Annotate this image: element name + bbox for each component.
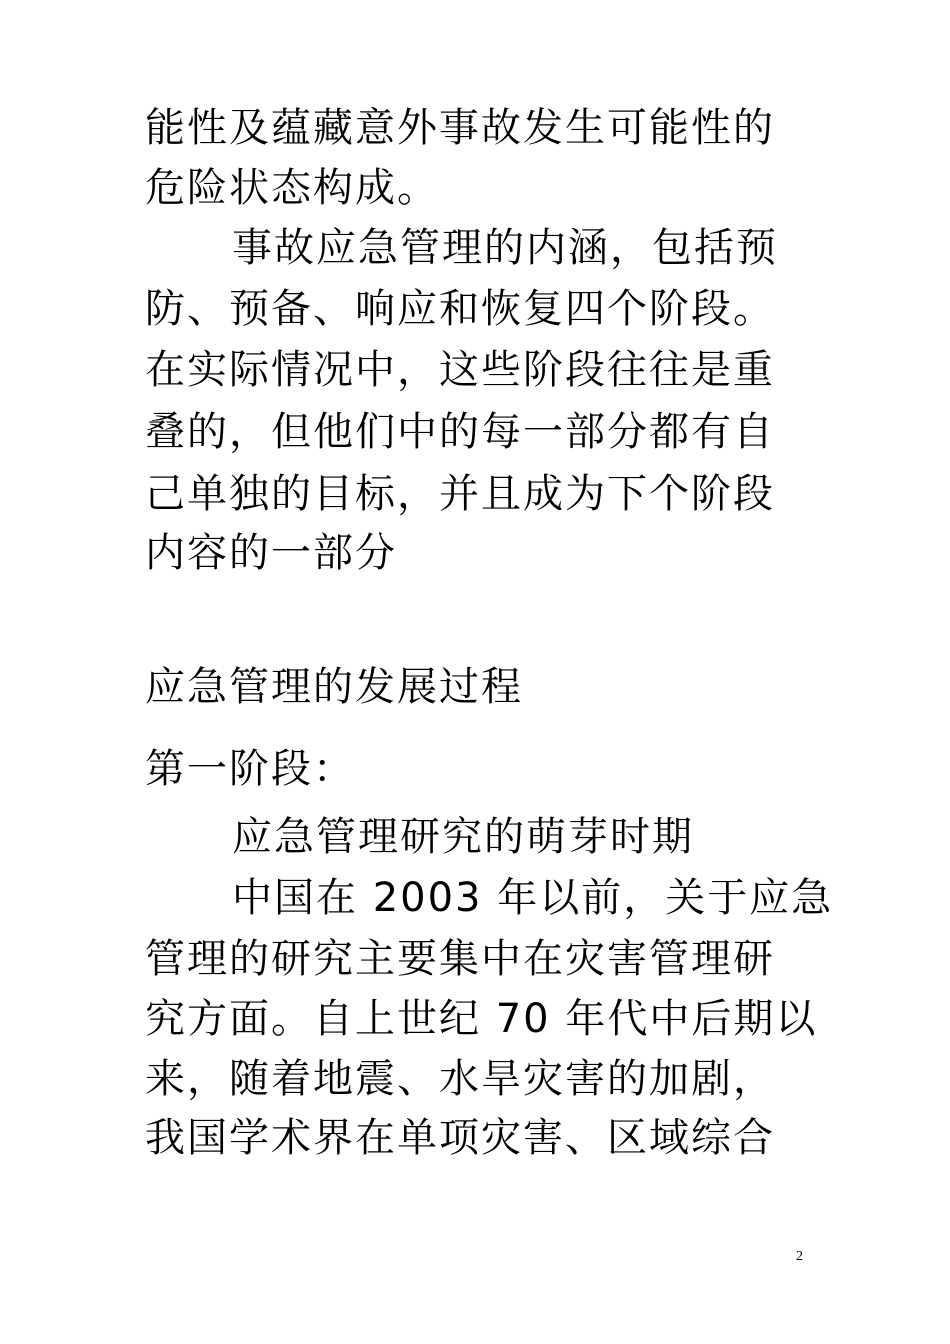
paragraph-line: 危险状态构成。 [145,165,439,211]
page-number: 2 [796,1249,803,1264]
paragraph-line: 究方面。自上世纪 70 年代中后期以 [145,996,818,1042]
paragraph-line: 叠的，但他们中的每一部分都有自 [145,409,775,455]
paragraph-line: 己单独的目标，并且成为下个阶段 [145,471,775,517]
paragraph-line: 我国学术界在单项灾害、区域综合 [145,1115,775,1161]
paragraph-line: 来，随着地震、水旱灾害的加剧， [145,1056,775,1102]
stage-heading: 第一阶段： [145,746,355,792]
paragraph-line: 管理的研究主要集中在灾害管理研 [145,936,775,982]
paragraph-line: 内容的一部分 [145,530,397,576]
paragraph-line: 防、预备、响应和恢复四个阶段。 [145,286,775,332]
paragraph-line: 中国在 2003 年以前，关于应急 [232,875,834,921]
paragraph-line: 能性及蕴藏意外事故发生可能性的 [145,105,775,151]
paragraph-line: 事故应急管理的内涵，包括预 [232,225,778,271]
section-heading: 应急管理的发展过程 [145,664,523,710]
stage-subtitle: 应急管理研究的萌芽时期 [232,814,694,860]
paragraph-line: 在实际情况中，这些阶段往往是重 [145,347,775,393]
